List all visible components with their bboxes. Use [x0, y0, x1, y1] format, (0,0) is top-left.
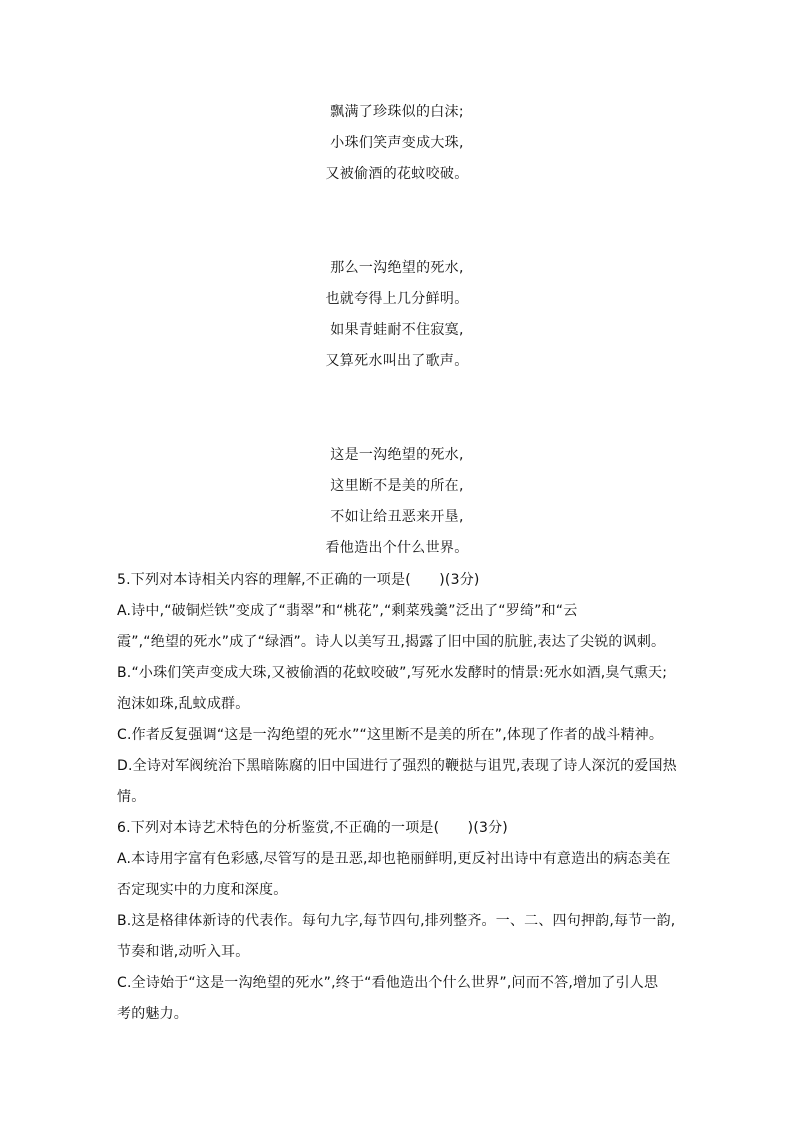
poem-line: 不如让给丑恶来开垦, — [330, 509, 464, 525]
question-stem: 5.下列对本诗相关内容的理解,不正确的一项是( )(3分) — [117, 572, 480, 588]
option-line: C.全诗始于“这是一沟绝望的死水”,终于“看他造出个什么世界”,问而不答,增加了引人思 — [117, 975, 659, 991]
option-line: C.作者反复强调“这是一沟绝望的死水”“这里断不是美的所在”,体现了作者的战斗精神。 — [117, 727, 664, 743]
option-line: D.全诗对军阀统治下黑暗陈腐的旧中国进行了强烈的鞭挞与诅咒,表现了诗人深沉的爱国热 — [117, 758, 677, 774]
option-line: A.诗中,“破铜烂铁”变成了“翡翠”和“桃花”,“剩菜残羹”泛出了“罗绮”和“云 — [117, 603, 578, 619]
poem-line: 这是一沟绝望的死水, — [330, 447, 464, 463]
poem-line: 如果青蛙耐不住寂寞, — [330, 322, 464, 338]
option-line: 节奏和谐,动听入耳。 — [117, 944, 250, 960]
option-line: 情。 — [117, 789, 146, 805]
question-6 — [117, 813, 697, 1030]
poem-stanza-2 — [0, 253, 794, 377]
poem-line: 那么一沟绝望的死水, — [330, 260, 464, 276]
poem-line: 又算死水叫出了歌声。 — [325, 353, 469, 369]
question-5 — [117, 565, 697, 813]
poem-line: 又被偷酒的花蚊咬破。 — [325, 166, 469, 182]
poem-line: 飘满了珍珠似的白沫; — [330, 104, 464, 120]
option-line: B.“小珠们笑声变成大珠,又被偷酒的花蚊咬破”,写死水发酵时的情景:死水如酒,臭气熏天; — [117, 665, 668, 681]
poem-stanza-1 — [0, 97, 794, 190]
option-c — [117, 720, 697, 751]
option-a — [117, 596, 697, 658]
option-line: 霞”,“绝望的死水”成了“绿酒”。诗人以美写丑,揭露了旧中国的肮脏,表达了尖锐的讽刺。 — [117, 634, 666, 650]
poem-stanza-3 — [0, 440, 794, 564]
option-line: 考的魅力。 — [117, 1006, 188, 1022]
poem-line: 看他造出个什么世界。 — [325, 540, 469, 556]
question-stem: 6.下列对本诗艺术特色的分析鉴赏,不正确的一项是( )(3分) — [117, 820, 508, 836]
option-line: 否定现实中的力度和深度。 — [117, 882, 288, 898]
poem-line: 小珠们笑声变成大珠, — [330, 135, 464, 151]
questions-section — [117, 565, 697, 1030]
option-line: 泡沫如珠,乱蚊成群。 — [117, 696, 250, 712]
option-b — [117, 658, 697, 720]
poem-line: 也就夸得上几分鲜明。 — [325, 291, 469, 307]
poem-line: 这里断不是美的所在, — [330, 478, 464, 494]
option-a — [117, 844, 697, 906]
option-line: B.这是格律体新诗的代表作。每句九字,每节四句,排列整齐。一、二、四句押韵,每节一韵, — [117, 913, 676, 929]
option-d — [117, 751, 697, 813]
option-c — [117, 968, 697, 1030]
option-line: A.本诗用字富有色彩感,尽管写的是丑恶,却也艳丽鲜明,更反衬出诗中有意造出的病态美在 — [117, 851, 671, 867]
option-b — [117, 906, 697, 968]
